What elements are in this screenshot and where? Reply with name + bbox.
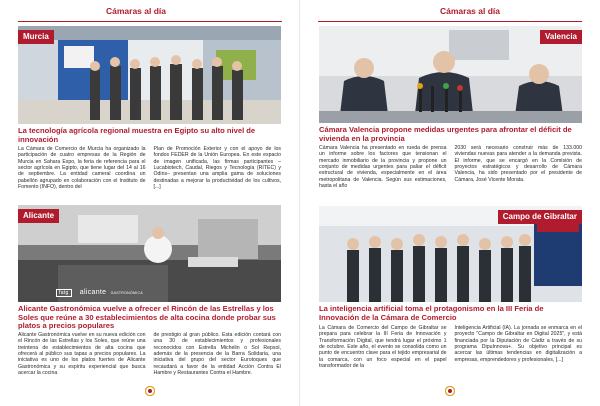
body-valencia-col1: Cámara Valencia ha presentado en rueda de prensa un informe sobre los factores que tensionan el mercado inmobiliario de la provincia y propone un conjunto de medidas urgentes para paliar el déficit estructural de vivienda, especialmente en el área metropolitana de Valencia. Según sus estimaciones, hasta el año xyxy=(319,145,447,190)
body-alicante-col2: de prestigio al gran público. Esta edición contará con una 30 de establecimientos y profesionales reconocidos con Estrella Michelin o Sol Repsol, además de la presencia de la Barra Solidaria, una iniciativa del grupo del sector Eurotoques que recaudará a favor de la entidad Acción Contra El Hambre y Restaurantes Contra el Hambre. xyxy=(153,332,281,377)
body-valencia-col2: 2030 será necesario construir más de 133.000 viviendas nuevas para atender a la demanda prevista. El informe, que se encargó en la Comisión de proyectos estratégicos y desarrollo de Cámara Valencia, ha sido presentado por el presidente de Cámara, José Vicente Morata. xyxy=(454,145,582,183)
headline-campo-gibraltar: La inteligencia artificial toma el protagonismo en la III Feria de Innovación de la Cámara de Comercio xyxy=(319,304,544,322)
sign-logo: fatg xyxy=(56,289,72,297)
body-alicante-col1: Alicante Gastronómica vuelve en su nueva edición con el Rincón de las Estrellas y los Soles, que reúne una treintena de establecimientos de alta cocina que ofrecerá al público sus tapas a precios populares. La iniciativa es uno de los platos fuertes de Alicante Gastronómica y su espíritu experiencial que busca acercar la cocina xyxy=(18,332,146,377)
tag-murcia: Murcia xyxy=(18,30,54,44)
article-campo-gibraltar xyxy=(319,206,582,384)
right-page xyxy=(300,0,600,406)
valencia-photo xyxy=(319,26,582,123)
body-murcia xyxy=(18,146,281,190)
header-rule xyxy=(318,21,582,22)
headline-alicante: Alicante Gastronómica vuelve a ofrecer el Rincón de las Estrellas y los Soles que reúne a 30 establecimientos de alta cocina donde probar sus platos a precios populares xyxy=(18,304,276,331)
article-alicante xyxy=(18,205,281,385)
sign-name: alicante xyxy=(79,289,107,296)
tag-valencia: Valencia xyxy=(540,30,582,44)
body-gibraltar-col2: Inteligencia Artificial (IA). La jornada se enmarca en el proyecto "Campo de Gibraltar en Digital 2025", y está financiada por la Diputación de Cádiz a través de su programa DipuInnova+. Su objetivo principal es acercar las últimas tendencias en digitalización a empresas, emprendedores y profesionales, [...] xyxy=(454,325,582,363)
article-valencia xyxy=(319,26,582,201)
article-murcia xyxy=(18,26,281,201)
alicante-sign xyxy=(56,289,143,296)
headline-valencia: Cámara Valencia propone medidas urgentes para afrontar el déficit de vivienda en la provincia xyxy=(319,125,572,143)
sign-sub: GASTRONÓMICA xyxy=(110,291,143,295)
headline-murcia: La tecnología agrícola regional muestra en Egipto su alto nivel de innovación xyxy=(18,126,256,144)
expo-stand-image xyxy=(18,26,281,124)
body-murcia-col1: La Cámara de Comercio de Murcia ha organizado la participación de cuatro empresas de la Región de Murcia en Sahara Expo, la feria de referencia para el sector agrícola en Egipto, que tiene lugar del 14 al 16 de septiembre. La entidad cameral coordina un pabellón agrupado en colaboración con el Instituto de Fomento (INFO), dentro del xyxy=(18,146,146,191)
gibraltar-photo xyxy=(319,206,582,302)
section-title: Cámaras al día xyxy=(106,6,167,16)
alicante-photo xyxy=(18,205,281,302)
left-header xyxy=(18,6,282,20)
body-alicante xyxy=(18,332,281,376)
chamber-logo-icon xyxy=(445,386,455,396)
body-campo-gibraltar xyxy=(319,325,582,369)
header-rule xyxy=(18,21,282,22)
chamber-logo-icon xyxy=(145,386,155,396)
tag-alicante: Alicante xyxy=(18,209,59,223)
tag-campo-gibraltar: Campo de Gibraltar xyxy=(498,210,582,224)
body-murcia-col2: Plan de Promoción Exterior y con el apoyo de los fondos FEDER de la Unión Europea. En este espacio de imagen unificada, las firmas participantes –Lucabiotech, Caudal, Riegos y Tecnología (RITEC) y Odins– presentan una amplia gama de soluciones destinadas a mejorar la productividad de los cultivos, [...] xyxy=(153,146,281,191)
murcia-photo xyxy=(18,26,281,124)
section-title: Cámaras al día xyxy=(440,6,501,16)
body-gibraltar-col1: La Cámara de Comercio del Campo de Gibraltar se prepara para celebrar la III Feria de Innovación y Transformación Digital, que tendrá lugar el próximo 1 de octubre. Este año, el evento se consolida como un punto de encuentro clave para el tejido empresarial de la comarca, con un foco especial en el papel transformador de la xyxy=(319,325,447,370)
body-valencia xyxy=(319,145,582,189)
right-header xyxy=(318,6,582,20)
